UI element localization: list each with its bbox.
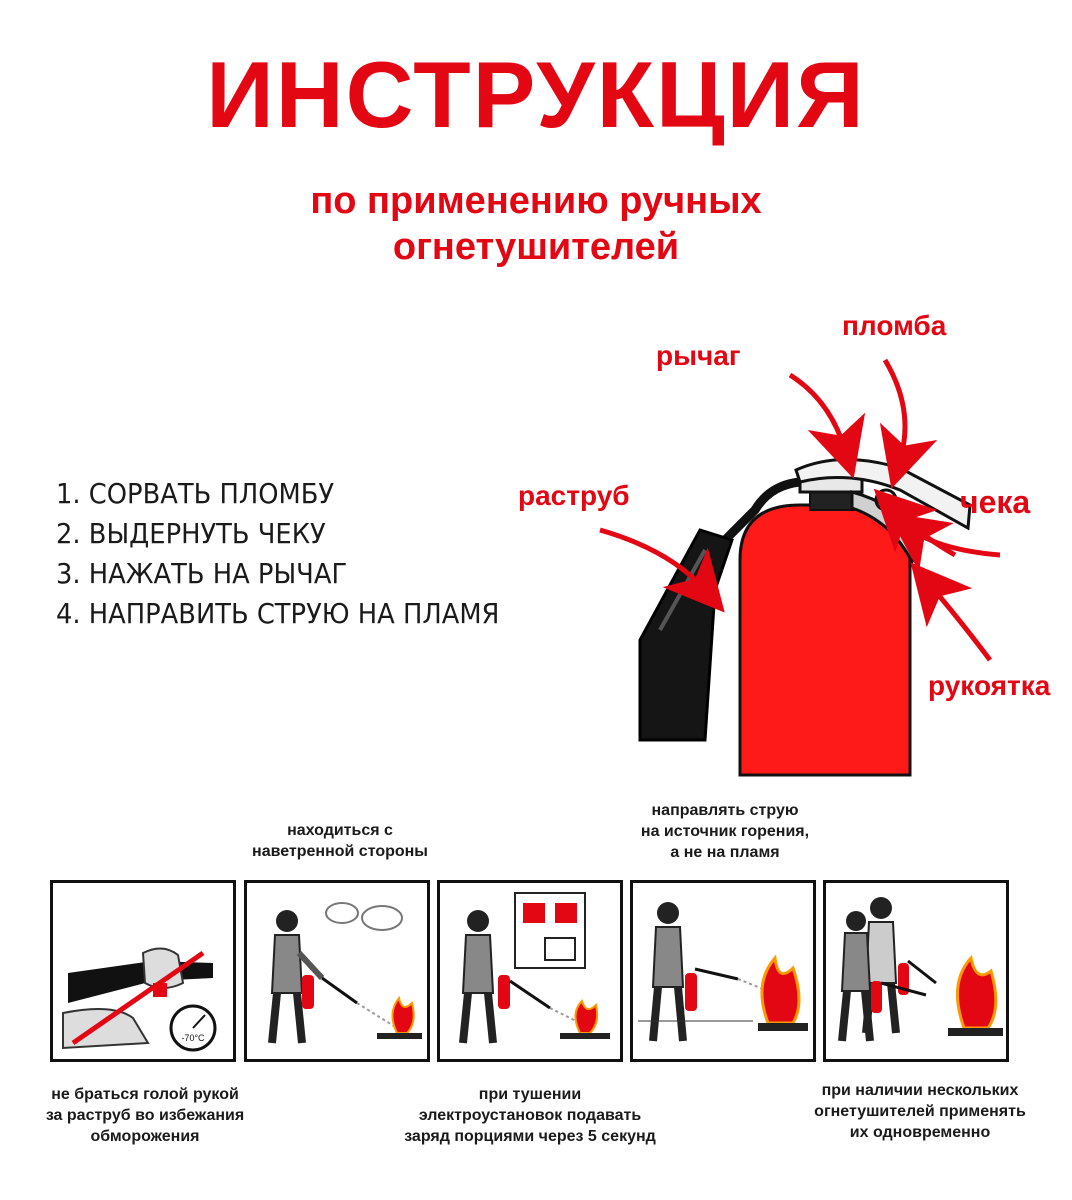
page-subtitle — [0, 178, 1072, 270]
caption-electrical: при тушении электроустановок подавать заряд порциями через 5 секунд — [404, 1086, 656, 1145]
steps-list — [56, 474, 499, 634]
label-handle: рукоятка — [928, 670, 1051, 701]
arrow-handle — [930, 585, 990, 660]
step-1: 1. СОРВАТЬ ПЛОМБУ — [56, 477, 335, 510]
label-lever: рычаг — [656, 340, 741, 371]
arrow-seal — [885, 360, 905, 460]
subtitle-line-2: огнетушителей — [392, 226, 680, 268]
step-3: 3. НАЖАТЬ НА РЫЧАГ — [56, 557, 348, 590]
caption-no-bare-hand: не браться голой рукой за раструб во избежания обморожения — [45, 1086, 245, 1145]
label-pin: чека — [960, 484, 1031, 520]
thermometer-readout: -70°C — [181, 1033, 205, 1043]
nozzle-horn — [640, 530, 732, 740]
panel-electrical — [437, 880, 623, 1062]
arrow-lever — [790, 375, 845, 450]
caption-multiple: при наличии нескольких огнетушителей применять их одновременно — [814, 1082, 1026, 1141]
subtitle-line-1: по применению ручных — [310, 180, 762, 222]
panel-no-bare-hand — [50, 880, 236, 1062]
fire-extinguisher-illustration — [500, 300, 1060, 790]
page-title: ИНСТРУКЦИЯ — [206, 42, 866, 147]
label-seal: пломба — [842, 310, 947, 341]
cylinder-body — [740, 505, 910, 775]
panel-windward — [244, 880, 430, 1062]
step-2: 2. ВЫДЕРНУТЬ ЧЕКУ — [56, 517, 326, 550]
label-nozzle: раструб — [518, 480, 630, 511]
caption-windward: находиться с наветренной стороны — [252, 822, 428, 860]
panel-aim-at-source — [630, 880, 816, 1062]
step-4: 4. НАПРАВИТЬ СТРУЮ НА ПЛАМЯ — [56, 597, 500, 630]
panel-multiple — [823, 880, 1009, 1062]
caption-aim: направлять струю на источник горения, а не на пламя — [640, 802, 810, 861]
